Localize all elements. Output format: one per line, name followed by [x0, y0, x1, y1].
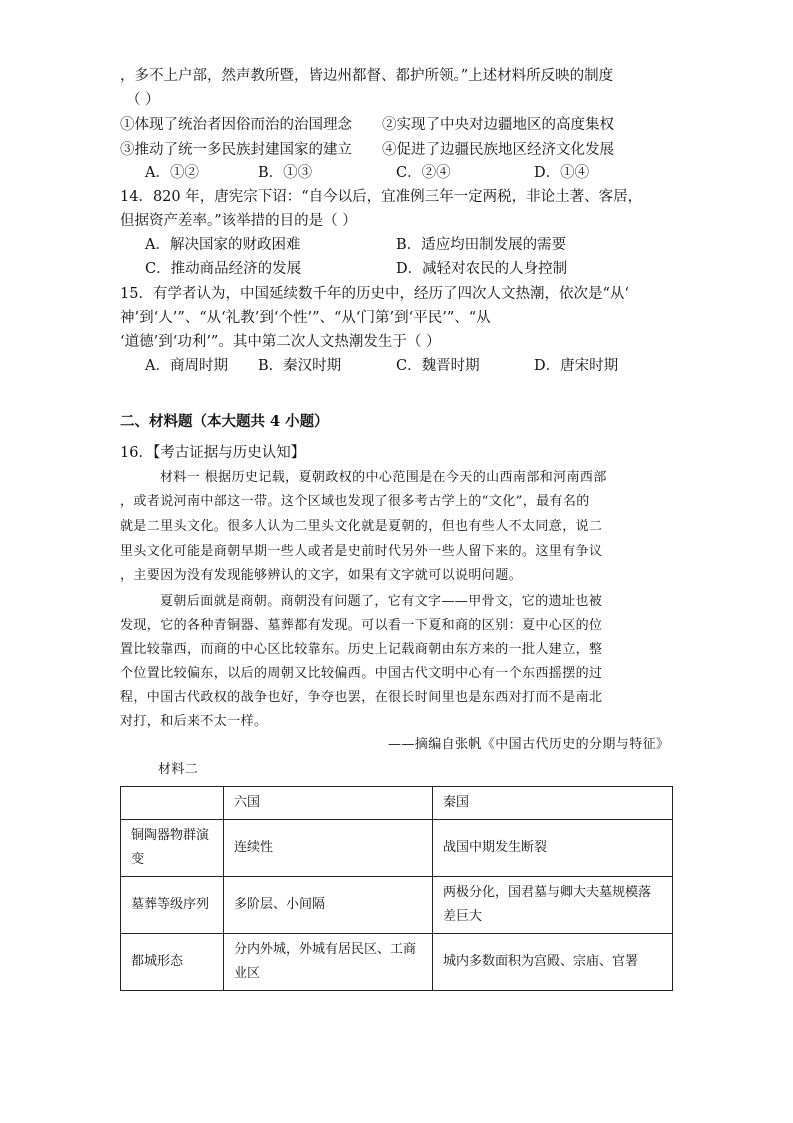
q14-stem-line-2: 但据资产差率。”该举措的目的是（ ）: [120, 213, 357, 229]
q15-option-c: C．魏晋时期: [396, 358, 480, 374]
table-row: [121, 877, 673, 934]
q16-heading: 16．【考古证据与历史认知】: [120, 445, 306, 461]
q13-option-b: B．①③: [258, 165, 313, 181]
q13-item-4: ④促进了边疆民族地区经济文化发展: [382, 142, 614, 158]
q15-stem-line-1: 15．有学者认为，中国延续数千年的历史中，经历了四次人文热潮，依次是“从‘: [120, 286, 629, 302]
q13-answer-blank: （ ）: [126, 92, 160, 108]
q14-option-b: B．适应均田制发展的需要: [396, 237, 567, 253]
q13-option-d: D．①④: [534, 165, 590, 181]
q13-option-a: A．①②: [145, 165, 199, 181]
q13-item-1: ①体现了统治者因俗而治的治国理念: [120, 117, 352, 133]
material-1-line: 对打，和后来不太一样。: [120, 714, 268, 729]
material-1-line: 就是二里头文化。很多人认为二里头文化就是夏朝的，但也有些人不太同意，说二: [120, 519, 603, 534]
table-row-label: 铜陶器物群演变: [121, 820, 224, 877]
q13-stem-tail: ，多不上户部，然声教所暨，皆边州都督、都护所领。”上述材料所反映的制度: [120, 68, 614, 84]
q15-stem-line-2: 神’到‘人’”、“从‘礼教’到‘个性’”、“从‘门第’到‘平民’”、“从: [120, 310, 491, 326]
table-row: [121, 934, 673, 991]
material-1-line: 发现，它的各种青铜器、墓葬都有发现。可以看一下夏和商的区别：夏中心区的位: [120, 618, 603, 633]
table-row-label: 都城形态: [121, 934, 224, 991]
material-2-label: 材料二: [158, 762, 199, 777]
q15-option-d: D．唐宋时期: [534, 358, 619, 374]
material-1-line: 夏朝后面就是商朝。商朝没有问题了，它有文字——甲骨文，它的遗址也被: [160, 594, 603, 609]
q13-item-3: ③推动了统一多民族封建国家的建立: [120, 142, 352, 158]
table-row-label: 墓葬等级序列: [121, 877, 224, 934]
table-cell: 多阶层、小间隔: [224, 877, 433, 934]
material-1-line: 程，中国古代政权的战争也好，争夺也罢，在很长时间里也是东西对打而不是南北: [120, 690, 603, 705]
table-cell: 城内多数面积为宫殿、宗庙、官署: [433, 934, 673, 991]
q15-option-a: A．商周时期: [145, 358, 228, 374]
table-header-cell: 秦国: [433, 787, 673, 820]
q13-option-c: C．②④: [396, 165, 451, 181]
table-cell: 两极分化，国君墓与卿大夫墓规模落差巨大: [433, 877, 673, 934]
q15-option-b: B．秦汉时期: [258, 358, 342, 374]
q13-item-2: ②实现了中央对边疆地区的高度集权: [382, 117, 614, 133]
material-2-table: [120, 786, 673, 991]
table-cell: 战国中期发生断裂: [433, 820, 673, 877]
material-1-line: ，主要因为没有发现能够辨认的文字，如果有文字就可以说明问题。: [120, 568, 523, 583]
material-1-line: 置比较靠西，而商的中心区比较靠东。历史上记载商朝由东方来的一批人建立，整: [120, 642, 603, 657]
material-1-source: ——摘编自张帆《中国古代历史的分期与特征》: [388, 737, 670, 752]
q15-stem-line-3: ‘道德’到‘功利’”。其中第二次人文热潮发生于（ ）: [120, 334, 441, 350]
table-cell: 连续性: [224, 820, 433, 877]
table-row: [121, 820, 673, 877]
q14-option-d: D．减轻对农民的人身控制: [396, 261, 568, 277]
table-header-cell: 六国: [224, 787, 433, 820]
table-cell: 分内外城，外城有居民区、工商业区: [224, 934, 433, 991]
material-1-line: 材料一 根据历史记载，夏朝政权的中心范围是在今天的山西南部和河南西部: [160, 470, 607, 485]
table-cell: [121, 787, 224, 820]
q14-option-c: C．推动商品经济的发展: [145, 261, 302, 277]
material-1-line: 个位置比较偏东，以后的周朝又比较偏西。中国古代文明中心有一个东西摇摆的过: [120, 666, 603, 681]
q14-option-a: A．解决国家的财政困难: [145, 237, 301, 253]
material-1-line: ，或者说河南中部这一带。这个区域也发现了很多考古学上的“文化”，最有名的: [120, 494, 590, 509]
q14-stem-line-1: 14．820 年，唐宪宗下诏：“自今以后，宜准例三年一定两税，非论土著、客居，: [120, 189, 643, 205]
section-title: 二、材料题（本大题共 4 小题）: [120, 413, 329, 430]
material-1-line: 里头文化可能是商朝早期一些人或者是史前时代另外一些人留下来的。这里有争议: [120, 544, 603, 559]
table-header-row: [121, 787, 673, 820]
